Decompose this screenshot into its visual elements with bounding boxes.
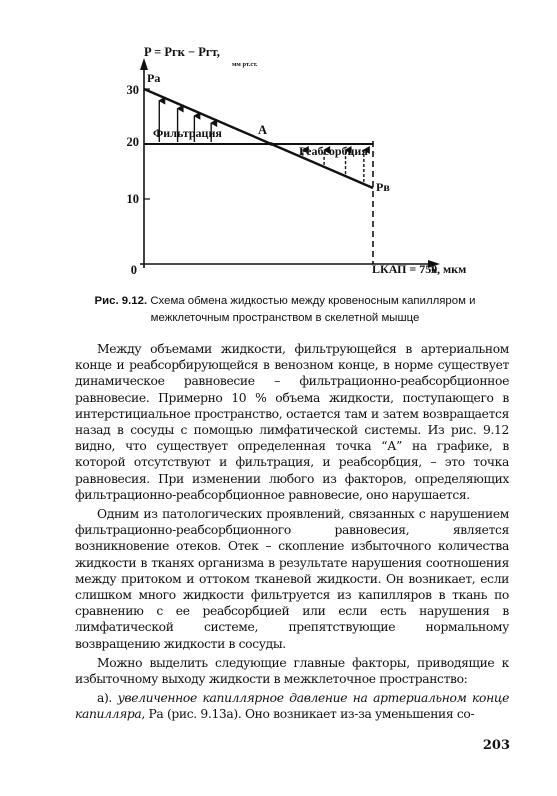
- paragraph-1: Между объемами жидкости, фильтрующейся в артериальном конце и реабсорбирующейся в венозном конце, в норме существует динамическое равновесие – фильтрационно-реабсорбционное равновесие. Примерно 10 % объема жидкости, поступающего в интерстициальное пространство, остается там и затем возвращается назад в сосуды с помощью лимфатической системы. Из рис. 9.12 видно, что существует определенная точка “А” на графике, в которой отсутствуют и фильтрация, и реабсорбция, – это точка равновесия. При изменении любого из факторов, определяющих фильтрационно-реабсорбционное равновесие, оно нарушается.: [75, 342, 509, 502]
- origin-label: 0: [130, 263, 137, 277]
- pa-label: Pа: [147, 71, 161, 85]
- y-axis-label: P = Pгк − Pгт,: [144, 45, 220, 59]
- y-tick-label-20: 20: [126, 135, 139, 149]
- pv-label: Pв: [376, 180, 390, 194]
- paragraph-4: [75, 690, 509, 722]
- point-a-label: A: [258, 123, 268, 137]
- body-text: [75, 341, 509, 723]
- page-number: 203: [482, 738, 510, 753]
- item-prefix: а).: [97, 691, 118, 706]
- y-tick-label-30: 30: [126, 83, 139, 97]
- paragraph-3: Можно выделить следующие главные факторы, приводящие к избыточному выходу жидкости в межклеточное пространство:: [75, 655, 509, 687]
- item-italic: увеличенное капиллярное давление на артериальном конце капилляра: [75, 691, 510, 722]
- caption-text: Схема обмена жидкостью между кровеносным капилляром и межклеточным пространством в скелетной мышце: [150, 295, 476, 324]
- y-tick-label-10: 10: [126, 192, 139, 206]
- paragraph-2: Одним из патологических проявлений, связанных с нарушением фильтрационно-реабсорбционного равновесия, является возникновение отеков. Отек – скопление избыточного количества жидкости в тканях организма в результате нарушения соотношения между притоком и оттоком тканевой жидкости. Он возникает, если слишком много жидкости фильтруется из капилляров в ткань по сравнению с ее реабсорбцией или если есть нарушения в лимфатической системе, препятствующие нормальному возвращению жидкости в сосуды.: [75, 507, 509, 651]
- item-rest: , Pа (рис. 9.13а). Оно возникает из-за уменьшения со-: [141, 707, 475, 722]
- figure-caption: [60, 293, 510, 327]
- x-axis-label: x, мкм: [431, 262, 467, 276]
- y-axis-arrow-icon: [140, 58, 148, 70]
- x-end-label: LКАП = 750: [372, 262, 438, 276]
- point-a-marker: [270, 142, 274, 146]
- caption-number: Рис. 9.12.: [94, 295, 148, 307]
- figure: [0, 0, 557, 290]
- chart: [0, 0, 557, 290]
- filtration-label: Фильтрация: [153, 126, 222, 140]
- reabsorption-label: Реабсорбция: [299, 144, 368, 158]
- y-axis-unit: мм рт.ст.: [232, 61, 258, 68]
